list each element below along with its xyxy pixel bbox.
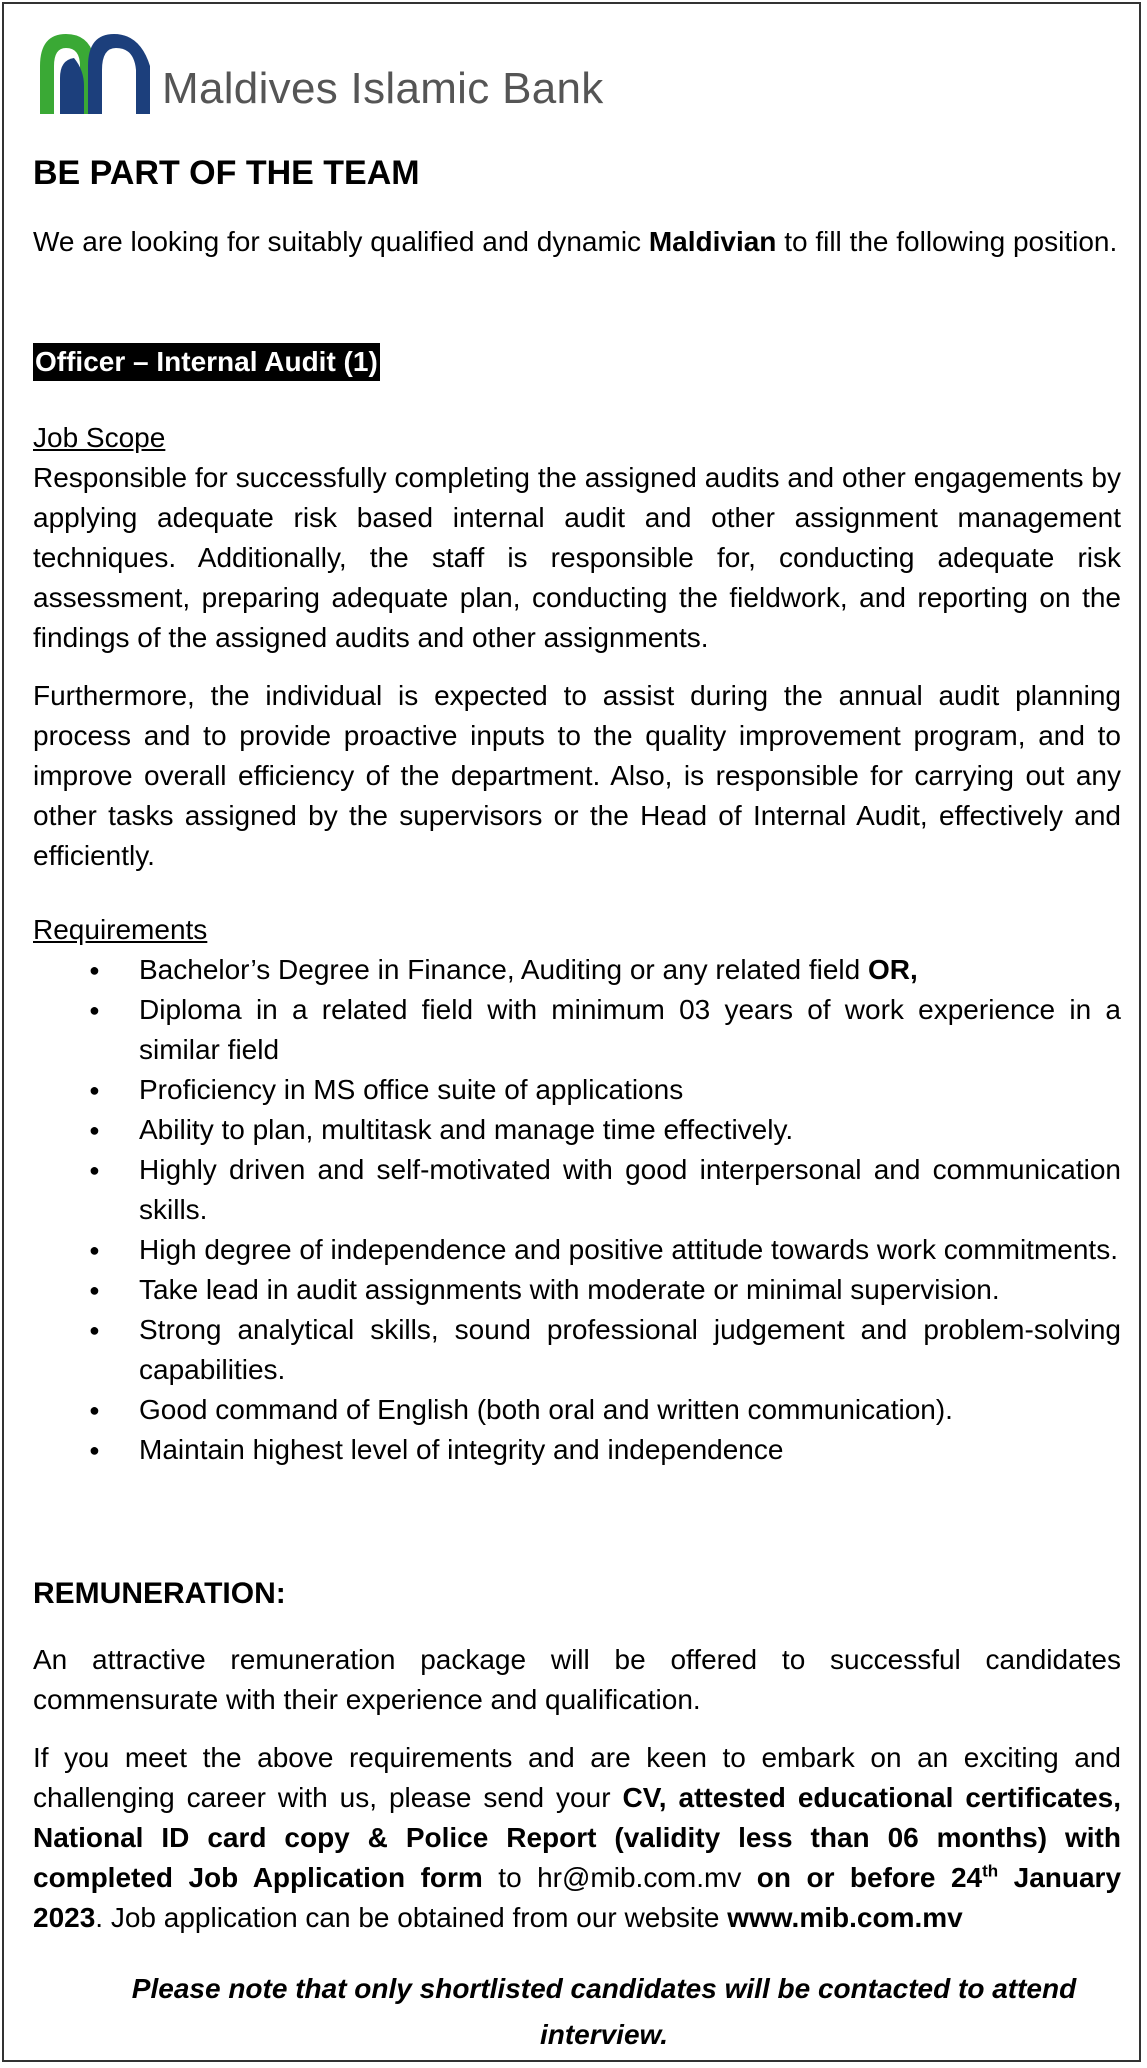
list-item: ● Diploma in a related field with minimum 03 years of work experience in a similar field [33,990,1121,1070]
list-item: ● Take lead in audit assignments with moderate or minimal supervision. [33,1270,1121,1310]
bank-logo [36,26,604,116]
requirements-list [33,950,1121,1470]
list-item: ● Strong analytical skills, sound professional judgement and problem-solving capabilities. [33,1310,1121,1390]
job-scope-paragraph-2: Furthermore, the individual is expected to assist during the annual audit planning process and to provide proactive inputs to the quality improvement program, and to improve overall efficiency of the department. Also, is responsible for carrying out any other tasks assigned by the supervisors or the Head of Internal Audit, effectively and efficiently. [33,680,1121,871]
list-item: ● Highly driven and self-motivated with good interpersonal and communication skills. [33,1150,1121,1230]
application-instructions: If you meet the above requirements and are keen to embark on an exciting and challenging career with us, please send your CV, attested educational certificates, National ID card copy & Police Report (validity less than 06 months) with completed Job Application form to hr@mib.com.mv on or before 24th January 2023. Job application can be obtained from our website www.mib.com.mv [33,1742,1122,1933]
job-scope-heading: Job Scope [33,422,166,453]
list-item: ● High degree of independence and positive attitude towards work commitments. [33,1230,1121,1270]
bank-name: Maldives Islamic Bank [162,64,604,113]
position-title: Officer – Internal Audit (1) [33,342,1121,382]
list-item: ● Ability to plan, multitask and manage time effectively. [33,1110,1121,1150]
shortlist-note: Please note that only shortlisted candidates will be contacted to attend interview. [131,1973,1077,2050]
remuneration-paragraph: An attractive remuneration package will be offered to successful candidates commensurate with their experience and qualification. [33,1644,1121,1715]
list-item: ● Maintain highest level of integrity and independence [33,1430,1121,1470]
remuneration-heading: REMUNERATION: [33,1577,286,1610]
requirements-section [33,910,1121,1470]
list-item: ● Proficiency in MS office suite of applications [33,1070,1121,1110]
intro-paragraph: We are looking for suitably qualified and dynamic Maldivian to fill the following position. [33,226,1118,257]
requirements-heading: Requirements [33,914,208,945]
job-scope-section [33,418,1121,658]
list-item: ● Bachelor’s Degree in Finance, Auditing or any related field OR, [33,950,1121,990]
page-title: BE PART OF THE TEAM [33,154,420,192]
mib-logo-icon [36,30,154,116]
list-item: ● Good command of English (both oral and written communication). [33,1390,1121,1430]
job-scope-paragraph: Responsible for successfully completing the assigned audits and other engagements by applying adequate risk based internal audit and other assignment management techniques. Additionally, the staff is responsible for, conducting adequate risk assessment, preparing adequate plan, conducting the fieldwork, and reporting on the findings of the assigned audits and other assignments. [33,462,1121,653]
advertisement-page [2,2,1141,2062]
